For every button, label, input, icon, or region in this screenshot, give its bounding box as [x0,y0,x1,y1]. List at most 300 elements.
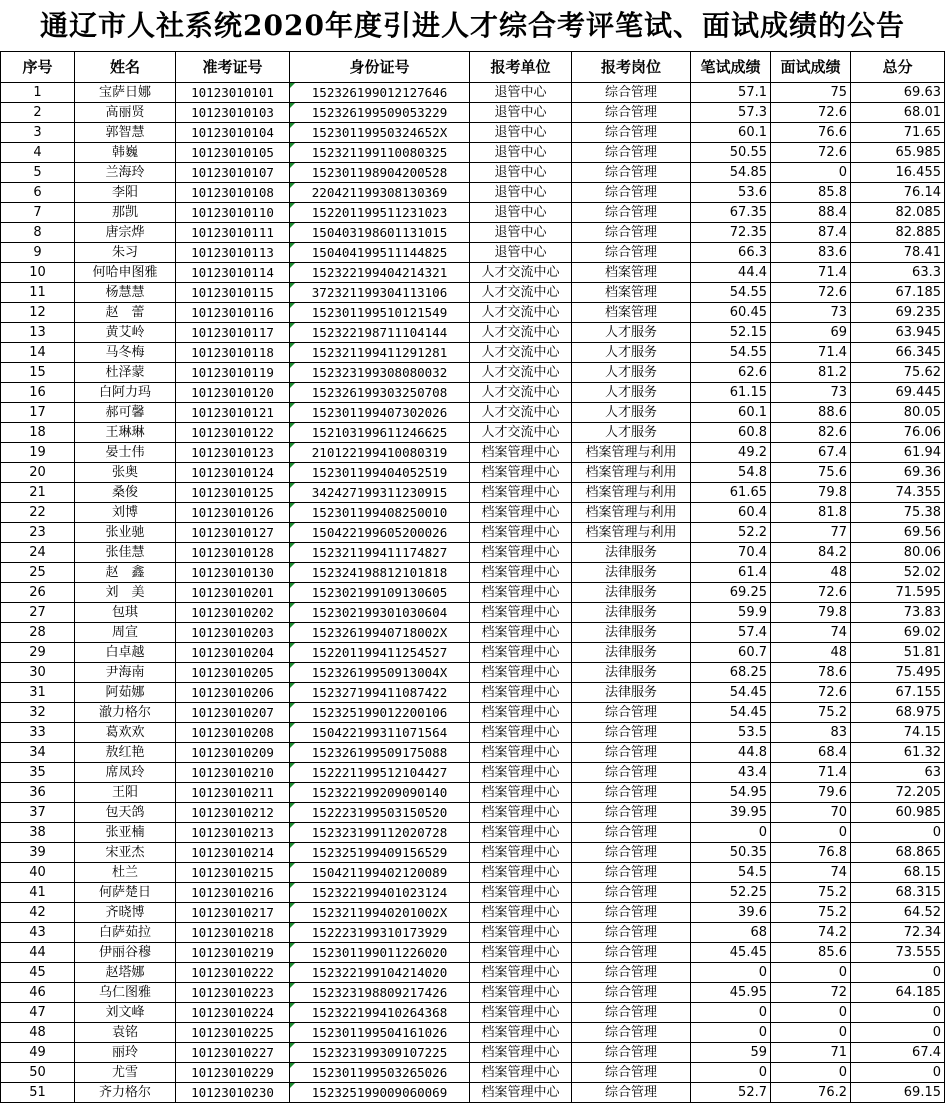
cell-interview-score[interactable]: 84.2 [771,543,851,563]
cell-unit[interactable]: 档案管理中心 [470,1063,572,1083]
cell-unit[interactable]: 档案管理中心 [470,983,572,1003]
cell-interview-score[interactable]: 48 [771,563,851,583]
cell-name[interactable]: 黄艾岭 [75,323,176,343]
cell-exam-id[interactable]: 10123010110 [176,203,290,223]
cell-total-score[interactable]: 0 [851,823,945,843]
cell-unit[interactable]: 档案管理中心 [470,963,572,983]
cell-written-score[interactable]: 68.25 [691,663,771,683]
cell-exam-id[interactable]: 10123010214 [176,843,290,863]
cell-exam-id[interactable]: 10123010113 [176,243,290,263]
cell-id-card[interactable]: 152223199310173929 [290,923,470,943]
cell-position[interactable]: 人才服务 [572,363,691,383]
cell-id-card[interactable]: 150403198601131015 [290,223,470,243]
cell-id-card[interactable]: 152302199301030604 [290,603,470,623]
cell-id-card[interactable]: 152321199110080325 [290,143,470,163]
cell-total-score[interactable]: 52.02 [851,563,945,583]
cell-id-card[interactable]: 152301199404052519 [290,463,470,483]
cell-unit[interactable]: 人才交流中心 [470,303,572,323]
cell-index[interactable]: 26 [1,583,75,603]
cell-total-score[interactable]: 76.14 [851,183,945,203]
cell-written-score[interactable]: 44.4 [691,263,771,283]
cell-written-score[interactable]: 60.1 [691,123,771,143]
cell-position[interactable]: 人才服务 [572,343,691,363]
cell-interview-score[interactable]: 75.2 [771,903,851,923]
cell-position[interactable]: 综合管理 [572,103,691,123]
cell-name[interactable]: 何哈申图雅 [75,263,176,283]
cell-name[interactable]: 桑俊 [75,483,176,503]
cell-id-card[interactable]: 152301199011226020 [290,943,470,963]
cell-total-score[interactable]: 82.885 [851,223,945,243]
cell-position[interactable]: 综合管理 [572,843,691,863]
cell-exam-id[interactable]: 10123010213 [176,823,290,843]
cell-total-score[interactable]: 0 [851,963,945,983]
cell-id-card[interactable]: 150422199311071564 [290,723,470,743]
cell-written-score[interactable]: 54.45 [691,683,771,703]
cell-name[interactable]: 澈力格尔 [75,703,176,723]
cell-id-card[interactable]: 372321199304113106 [290,283,470,303]
cell-exam-id[interactable]: 10123010121 [176,403,290,423]
cell-id-card[interactable]: 152301199503265026 [290,1063,470,1083]
cell-unit[interactable]: 档案管理中心 [470,643,572,663]
cell-name[interactable]: 丽玲 [75,1043,176,1063]
cell-written-score[interactable]: 0 [691,1003,771,1023]
cell-position[interactable]: 档案管理 [572,283,691,303]
cell-exam-id[interactable]: 10123010124 [176,463,290,483]
cell-exam-id[interactable]: 10123010217 [176,903,290,923]
cell-index[interactable]: 46 [1,983,75,1003]
cell-interview-score[interactable]: 70 [771,803,851,823]
cell-interview-score[interactable]: 72 [771,983,851,1003]
cell-total-score[interactable]: 61.94 [851,443,945,463]
cell-name[interactable]: 齐晓博 [75,903,176,923]
cell-total-score[interactable]: 75.38 [851,503,945,523]
cell-total-score[interactable]: 0 [851,1063,945,1083]
cell-id-card[interactable]: 152326199509053229 [290,103,470,123]
cell-name[interactable]: 王琳琳 [75,423,176,443]
cell-unit[interactable]: 人才交流中心 [470,323,572,343]
cell-interview-score[interactable]: 72.6 [771,283,851,303]
cell-index[interactable]: 38 [1,823,75,843]
cell-name[interactable]: 唐宗烨 [75,223,176,243]
cell-position[interactable]: 法律服务 [572,663,691,683]
cell-name[interactable]: 张业驰 [75,523,176,543]
cell-position[interactable]: 综合管理 [572,1023,691,1043]
cell-written-score[interactable]: 59.9 [691,603,771,623]
cell-written-score[interactable]: 0 [691,1023,771,1043]
cell-interview-score[interactable]: 71.4 [771,343,851,363]
cell-exam-id[interactable]: 10123010111 [176,223,290,243]
cell-exam-id[interactable]: 10123010120 [176,383,290,403]
cell-written-score[interactable]: 57.1 [691,83,771,103]
cell-total-score[interactable]: 73.83 [851,603,945,623]
cell-exam-id[interactable]: 10123010128 [176,543,290,563]
cell-name[interactable]: 马冬梅 [75,343,176,363]
cell-name[interactable]: 兰海玲 [75,163,176,183]
cell-exam-id[interactable]: 10123010123 [176,443,290,463]
cell-written-score[interactable]: 67.35 [691,203,771,223]
cell-unit[interactable]: 退管中心 [470,83,572,103]
cell-position[interactable]: 人才服务 [572,323,691,343]
cell-exam-id[interactable]: 10123010211 [176,783,290,803]
cell-id-card[interactable]: 342427199311230915 [290,483,470,503]
cell-written-score[interactable]: 54.8 [691,463,771,483]
cell-interview-score[interactable]: 88.4 [771,203,851,223]
cell-name[interactable]: 李阳 [75,183,176,203]
cell-unit[interactable]: 档案管理中心 [470,483,572,503]
cell-name[interactable]: 尤雪 [75,1063,176,1083]
cell-unit[interactable]: 退管中心 [470,143,572,163]
cell-interview-score[interactable]: 0 [771,1063,851,1083]
cell-written-score[interactable]: 60.45 [691,303,771,323]
cell-total-score[interactable]: 76.06 [851,423,945,443]
cell-total-score[interactable]: 72.205 [851,783,945,803]
cell-id-card[interactable]: 152323198809217426 [290,983,470,1003]
cell-name[interactable]: 阿茹娜 [75,683,176,703]
cell-index[interactable]: 39 [1,843,75,863]
cell-name[interactable]: 那凯 [75,203,176,223]
cell-interview-score[interactable]: 74.2 [771,923,851,943]
cell-unit[interactable]: 档案管理中心 [470,1003,572,1023]
cell-total-score[interactable]: 69.235 [851,303,945,323]
cell-exam-id[interactable]: 10123010104 [176,123,290,143]
cell-name[interactable]: 白阿力玛 [75,383,176,403]
cell-written-score[interactable]: 54.55 [691,283,771,303]
cell-exam-id[interactable]: 10123010203 [176,623,290,643]
cell-interview-score[interactable]: 79.6 [771,783,851,803]
cell-position[interactable]: 综合管理 [572,943,691,963]
cell-exam-id[interactable]: 10123010115 [176,283,290,303]
cell-written-score[interactable]: 60.1 [691,403,771,423]
cell-interview-score[interactable]: 73 [771,303,851,323]
cell-written-score[interactable]: 50.55 [691,143,771,163]
cell-written-score[interactable]: 57.4 [691,623,771,643]
cell-position[interactable]: 档案管理与利用 [572,523,691,543]
cell-index[interactable]: 47 [1,1003,75,1023]
cell-unit[interactable]: 人才交流中心 [470,343,572,363]
cell-unit[interactable]: 档案管理中心 [470,563,572,583]
column-header-unit[interactable]: 报考单位 [470,52,572,83]
cell-exam-id[interactable]: 10123010212 [176,803,290,823]
cell-exam-id[interactable]: 10123010118 [176,343,290,363]
cell-name[interactable]: 郭智慧 [75,123,176,143]
cell-written-score[interactable]: 53.6 [691,183,771,203]
cell-position[interactable]: 综合管理 [572,783,691,803]
cell-position[interactable]: 法律服务 [572,623,691,643]
cell-name[interactable]: 包天鸽 [75,803,176,823]
cell-name[interactable]: 王阳 [75,783,176,803]
cell-written-score[interactable]: 45.95 [691,983,771,1003]
cell-index[interactable]: 5 [1,163,75,183]
cell-position[interactable]: 综合管理 [572,1043,691,1063]
cell-exam-id[interactable]: 10123010117 [176,323,290,343]
cell-exam-id[interactable]: 10123010114 [176,263,290,283]
cell-written-score[interactable]: 68 [691,923,771,943]
cell-index[interactable]: 43 [1,923,75,943]
cell-position[interactable]: 综合管理 [572,1003,691,1023]
cell-total-score[interactable]: 60.985 [851,803,945,823]
cell-name[interactable]: 乌仁图雅 [75,983,176,1003]
cell-unit[interactable]: 人才交流中心 [470,423,572,443]
cell-written-score[interactable]: 0 [691,1063,771,1083]
cell-unit[interactable]: 档案管理中心 [470,623,572,643]
cell-unit[interactable]: 档案管理中心 [470,1023,572,1043]
cell-unit[interactable]: 退管中心 [470,163,572,183]
cell-position[interactable]: 档案管理与利用 [572,503,691,523]
cell-index[interactable]: 32 [1,703,75,723]
cell-id-card[interactable]: 152301199504161026 [290,1023,470,1043]
cell-exam-id[interactable]: 10123010210 [176,763,290,783]
cell-index[interactable]: 21 [1,483,75,503]
cell-index[interactable]: 12 [1,303,75,323]
cell-id-card[interactable]: 15232619940718002X [290,623,470,643]
cell-total-score[interactable]: 69.63 [851,83,945,103]
cell-exam-id[interactable]: 10123010229 [176,1063,290,1083]
cell-exam-id[interactable]: 10123010225 [176,1023,290,1043]
cell-name[interactable]: 宝萨日娜 [75,83,176,103]
cell-interview-score[interactable]: 81.2 [771,363,851,383]
cell-total-score[interactable]: 63 [851,763,945,783]
cell-total-score[interactable]: 64.52 [851,903,945,923]
cell-unit[interactable]: 人才交流中心 [470,263,572,283]
cell-index[interactable]: 44 [1,943,75,963]
cell-written-score[interactable]: 72.35 [691,223,771,243]
cell-name[interactable]: 白萨茹拉 [75,923,176,943]
cell-unit[interactable]: 档案管理中心 [470,783,572,803]
cell-unit[interactable]: 退管中心 [470,223,572,243]
cell-id-card[interactable]: 152325199012200106 [290,703,470,723]
cell-name[interactable]: 宋亚杰 [75,843,176,863]
cell-id-card[interactable]: 152326199509175088 [290,743,470,763]
cell-total-score[interactable]: 69.02 [851,623,945,643]
cell-written-score[interactable]: 50.35 [691,843,771,863]
cell-index[interactable]: 6 [1,183,75,203]
cell-total-score[interactable]: 69.445 [851,383,945,403]
cell-position[interactable]: 档案管理 [572,263,691,283]
cell-name[interactable]: 周宣 [75,623,176,643]
cell-index[interactable]: 9 [1,243,75,263]
cell-position[interactable]: 法律服务 [572,643,691,663]
cell-unit[interactable]: 档案管理中心 [470,443,572,463]
cell-index[interactable]: 48 [1,1023,75,1043]
cell-interview-score[interactable]: 76.6 [771,123,851,143]
cell-index[interactable]: 14 [1,343,75,363]
cell-written-score[interactable]: 54.85 [691,163,771,183]
cell-id-card[interactable]: 210122199410080319 [290,443,470,463]
cell-position[interactable]: 综合管理 [572,183,691,203]
cell-unit[interactable]: 档案管理中心 [470,543,572,563]
cell-interview-score[interactable]: 75 [771,83,851,103]
cell-index[interactable]: 25 [1,563,75,583]
cell-unit[interactable]: 档案管理中心 [470,843,572,863]
cell-interview-score[interactable]: 67.4 [771,443,851,463]
cell-exam-id[interactable]: 10123010103 [176,103,290,123]
cell-interview-score[interactable]: 85.6 [771,943,851,963]
cell-index[interactable]: 4 [1,143,75,163]
cell-unit[interactable]: 人才交流中心 [470,283,572,303]
cell-index[interactable]: 15 [1,363,75,383]
cell-id-card[interactable]: 15232619950913004X [290,663,470,683]
cell-unit[interactable]: 档案管理中心 [470,463,572,483]
cell-index[interactable]: 41 [1,883,75,903]
cell-exam-id[interactable]: 10123010202 [176,603,290,623]
cell-written-score[interactable]: 52.2 [691,523,771,543]
cell-written-score[interactable]: 66.3 [691,243,771,263]
cell-name[interactable]: 席凤玲 [75,763,176,783]
cell-interview-score[interactable]: 75.2 [771,883,851,903]
cell-interview-score[interactable]: 74 [771,623,851,643]
cell-index[interactable]: 36 [1,783,75,803]
cell-total-score[interactable]: 0 [851,1003,945,1023]
cell-total-score[interactable]: 71.65 [851,123,945,143]
cell-written-score[interactable]: 60.7 [691,643,771,663]
cell-position[interactable]: 综合管理 [572,923,691,943]
cell-interview-score[interactable]: 79.8 [771,483,851,503]
cell-unit[interactable]: 档案管理中心 [470,583,572,603]
cell-position[interactable]: 综合管理 [572,723,691,743]
column-header-position[interactable]: 报考岗位 [572,52,691,83]
cell-interview-score[interactable]: 74 [771,863,851,883]
cell-index[interactable]: 17 [1,403,75,423]
cell-name[interactable]: 刘博 [75,503,176,523]
cell-exam-id[interactable]: 10123010219 [176,943,290,963]
cell-position[interactable]: 档案管理 [572,303,691,323]
cell-name[interactable]: 敖红艳 [75,743,176,763]
cell-id-card[interactable]: 152223199503150520 [290,803,470,823]
cell-written-score[interactable]: 54.5 [691,863,771,883]
cell-exam-id[interactable]: 10123010230 [176,1083,290,1103]
cell-index[interactable]: 22 [1,503,75,523]
cell-written-score[interactable]: 60.8 [691,423,771,443]
cell-exam-id[interactable]: 10123010207 [176,703,290,723]
cell-id-card[interactable]: 15230119950324652X [290,123,470,143]
cell-exam-id[interactable]: 10123010107 [176,163,290,183]
cell-interview-score[interactable]: 81.8 [771,503,851,523]
cell-position[interactable]: 综合管理 [572,763,691,783]
cell-total-score[interactable]: 72.34 [851,923,945,943]
cell-total-score[interactable]: 69.36 [851,463,945,483]
cell-index[interactable]: 33 [1,723,75,743]
cell-id-card[interactable]: 152325199009060069 [290,1083,470,1103]
cell-total-score[interactable]: 82.085 [851,203,945,223]
cell-unit[interactable]: 档案管理中心 [470,523,572,543]
cell-interview-score[interactable]: 71.4 [771,763,851,783]
cell-interview-score[interactable]: 0 [771,1023,851,1043]
cell-written-score[interactable]: 53.5 [691,723,771,743]
cell-name[interactable]: 袁铭 [75,1023,176,1043]
cell-total-score[interactable]: 80.05 [851,403,945,423]
cell-id-card[interactable]: 15232119940201002X [290,903,470,923]
cell-total-score[interactable]: 78.41 [851,243,945,263]
cell-total-score[interactable]: 61.32 [851,743,945,763]
cell-index[interactable]: 7 [1,203,75,223]
cell-id-card[interactable]: 152321199411174827 [290,543,470,563]
cell-name[interactable]: 杜兰 [75,863,176,883]
column-header-id-card[interactable]: 身份证号 [290,52,470,83]
cell-exam-id[interactable]: 10123010116 [176,303,290,323]
cell-interview-score[interactable]: 0 [771,963,851,983]
column-header-index[interactable]: 序号 [1,52,75,83]
cell-interview-score[interactable]: 75.6 [771,463,851,483]
cell-unit[interactable]: 档案管理中心 [470,903,572,923]
cell-total-score[interactable]: 67.155 [851,683,945,703]
cell-interview-score[interactable]: 68.4 [771,743,851,763]
cell-index[interactable]: 35 [1,763,75,783]
cell-written-score[interactable]: 52.25 [691,883,771,903]
cell-exam-id[interactable]: 10123010108 [176,183,290,203]
cell-total-score[interactable]: 68.15 [851,863,945,883]
cell-exam-id[interactable]: 10123010125 [176,483,290,503]
cell-index[interactable]: 8 [1,223,75,243]
cell-id-card[interactable]: 150421199402120089 [290,863,470,883]
cell-position[interactable]: 人才服务 [572,403,691,423]
cell-index[interactable]: 24 [1,543,75,563]
cell-position[interactable]: 档案管理与利用 [572,443,691,463]
cell-total-score[interactable]: 71.595 [851,583,945,603]
cell-unit[interactable]: 退管中心 [470,123,572,143]
cell-total-score[interactable]: 16.455 [851,163,945,183]
cell-written-score[interactable]: 60.4 [691,503,771,523]
column-header-exam-id[interactable]: 准考证号 [176,52,290,83]
cell-written-score[interactable]: 70.4 [691,543,771,563]
cell-written-score[interactable]: 54.45 [691,703,771,723]
cell-name[interactable]: 韩巍 [75,143,176,163]
column-header-interview-score[interactable]: 面试成绩 [771,52,851,83]
cell-id-card[interactable]: 152324198812101818 [290,563,470,583]
cell-interview-score[interactable]: 0 [771,823,851,843]
cell-index[interactable]: 16 [1,383,75,403]
cell-position[interactable]: 综合管理 [572,243,691,263]
cell-total-score[interactable]: 67.185 [851,283,945,303]
cell-name[interactable]: 杨慧慧 [75,283,176,303]
cell-position[interactable]: 综合管理 [572,963,691,983]
cell-id-card[interactable]: 152301199408250010 [290,503,470,523]
cell-unit[interactable]: 退管中心 [470,243,572,263]
cell-exam-id[interactable]: 10123010209 [176,743,290,763]
cell-position[interactable]: 综合管理 [572,163,691,183]
cell-exam-id[interactable]: 10123010204 [176,643,290,663]
cell-index[interactable]: 3 [1,123,75,143]
cell-exam-id[interactable]: 10123010122 [176,423,290,443]
cell-written-score[interactable]: 54.95 [691,783,771,803]
cell-exam-id[interactable]: 10123010205 [176,663,290,683]
cell-index[interactable]: 10 [1,263,75,283]
cell-interview-score[interactable]: 73 [771,383,851,403]
cell-name[interactable]: 葛欢欢 [75,723,176,743]
cell-name[interactable]: 杜泽蒙 [75,363,176,383]
cell-unit[interactable]: 档案管理中心 [470,923,572,943]
cell-written-score[interactable]: 52.15 [691,323,771,343]
cell-written-score[interactable]: 57.3 [691,103,771,123]
cell-position[interactable]: 法律服务 [572,543,691,563]
cell-total-score[interactable]: 51.81 [851,643,945,663]
cell-id-card[interactable]: 152322199410264368 [290,1003,470,1023]
cell-id-card[interactable]: 152325199409156529 [290,843,470,863]
cell-name[interactable]: 尹海南 [75,663,176,683]
cell-index[interactable]: 37 [1,803,75,823]
cell-interview-score[interactable]: 76.8 [771,843,851,863]
cell-interview-score[interactable]: 87.4 [771,223,851,243]
cell-position[interactable]: 法律服务 [572,583,691,603]
cell-id-card[interactable]: 152326199012127646 [290,83,470,103]
cell-position[interactable]: 人才服务 [572,383,691,403]
cell-position[interactable]: 综合管理 [572,983,691,1003]
cell-unit[interactable]: 退管中心 [470,203,572,223]
cell-id-card[interactable]: 152322198711104144 [290,323,470,343]
cell-position[interactable]: 法律服务 [572,563,691,583]
cell-position[interactable]: 综合管理 [572,703,691,723]
cell-interview-score[interactable]: 0 [771,1003,851,1023]
cell-id-card[interactable]: 220421199308130369 [290,183,470,203]
